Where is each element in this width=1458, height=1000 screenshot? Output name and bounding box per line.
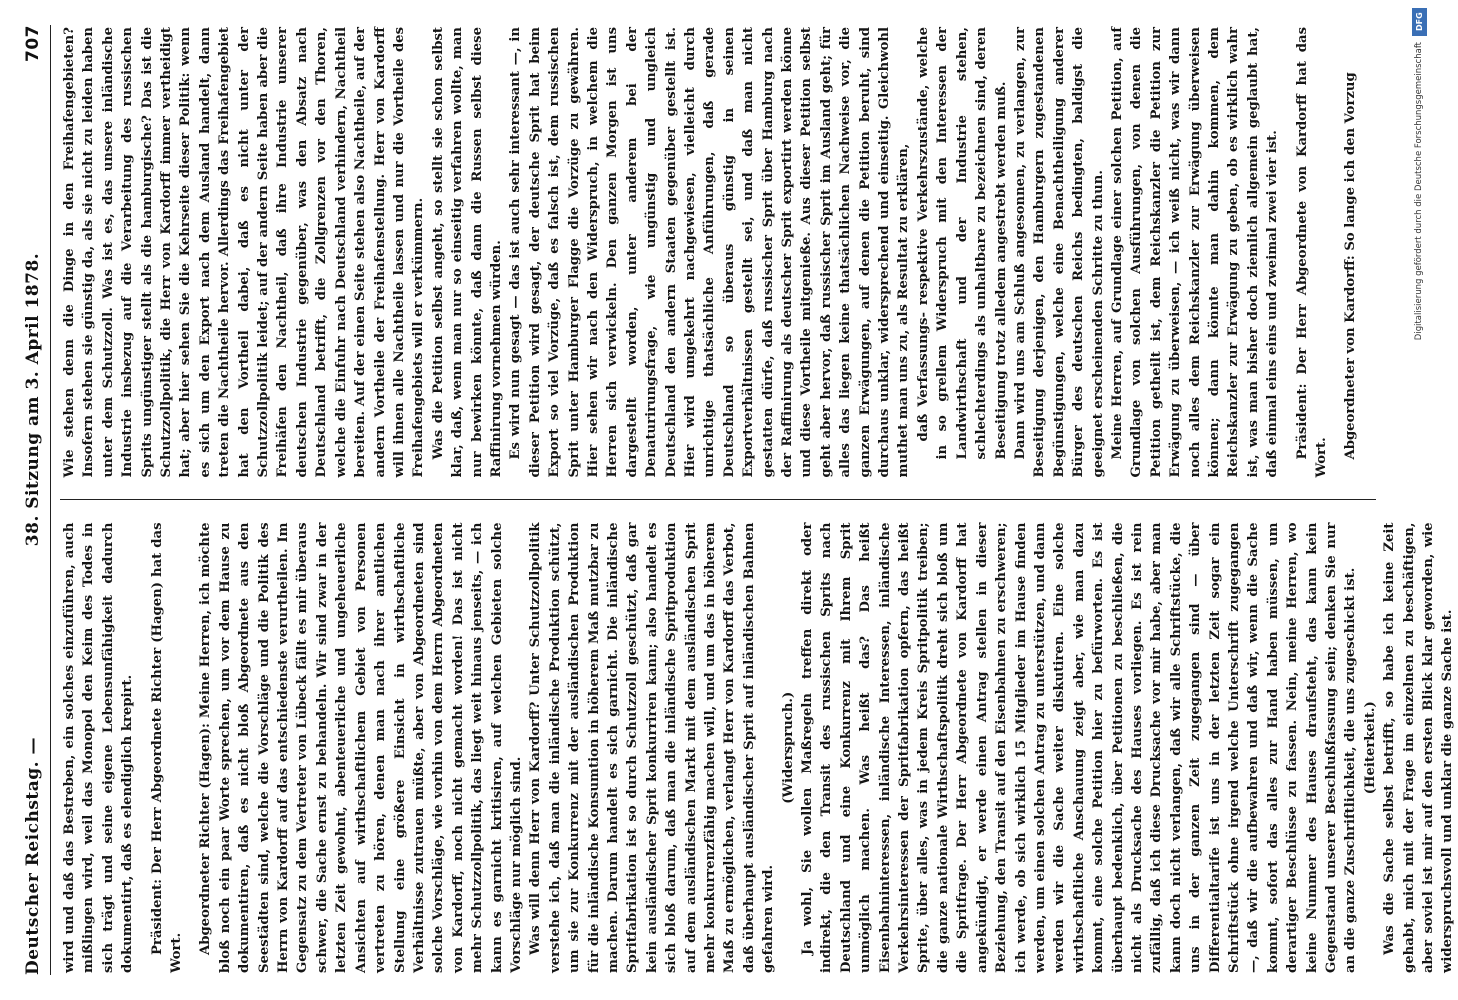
paragraph: wird und daß das Bestreben, ein solches einzuführen, auch mißlingen wird, weil das Monopol den Keim des Todes in sich trägt und seine eigene Lebensunfähigkeit dadurch dokumentirt, daß es elendiglich krepirt. xyxy=(62,522,136,973)
funding-note: Digitalisierung gefördert durch die Deutsche Forschungsgemeinschaft xyxy=(1414,42,1424,341)
speaker-paragraph: Abgeordneter Richter (Hagen): Meine Herren, ich möchte bloß noch ein paar Worte sprechen, um vor dem Hause zu dokumentiren, daß es nicht bloß Abgeordnete aus den Seestädten sind, welche die Vorschläge und die Politik des Herrn von Kardorff auf das entschiedenste verurtheilen. Im Gegensatz zu dem Vertreter von Lübeck fällt es mir überaus schwer, die Sache ernst zu behandeln. Wir sind zwar in der letzten Zeit gewohnt, abenteuerliche und ungeheuerliche Ansichten auf wirthschaftlichem Gebiet von Personen vertreten zu hören, denen man nach ihrer amtlichen Stellung eine größere Einsicht in wirthschaftliche Verhältnisse zutrauen müßte, aber von Abgeordneten sind solche Vorschläge, wie vorhin von dem Herrn Abgeordneten von Kardorff, noch nicht gemacht worden! Das ist nicht mehr Schutzzollpolitik, das liegt weit hinaus jenseits, — ich kann es garnicht kritisiren, auf welchen Gebieten solche Vorschläge nur möglich sind. xyxy=(198,522,524,973)
paragraph: Meine Herren, auf Grundlage einer solchen Petition, auf Grundlage von solchen Ausführungen, von denen die Petition getheilt ist, dem Reichskanzler die Petition zur Erwägung zu überweisen, — ich weiß nicht, was wir dann noch alles dem Reichskanzler zur Erwägung überweisen können; dann könnte man dahin kommen, dem Reichskanzler zur Erwägung zu geben, ob es wirklich wahr ist, was man bisher doch ziemlich allgemein geglaubt hat, daß einmal eins eins und zweimal zwei vier ist. xyxy=(1109,27,1281,478)
paragraph: Dann wird uns am Schluß angesonnen, zu verlangen, zur Beseitigung derjenigen, den Hamburgern zugestandenen Begünstigungen, welche eine Benachtheiligung anderer Bürger des deutschen Reichs bedingten, baldigst die geeignet erscheinenden Schritte zu thun. xyxy=(1012,27,1106,478)
journal-title: Deutscher Reichstag. — xyxy=(23,736,43,975)
interjection: (Heiterkeit.) xyxy=(1362,701,1378,795)
paragraph: Was die Petition selbst angeht, so stellt sie schon selbst klar, daß, wenn man nur so einseitig verfahren wollte, man nur bewirken könnte, daß dann die Russen selbst diese Raffinirung vornehmen würden. xyxy=(430,27,504,478)
interjection: (Widerspruch.) xyxy=(780,691,796,804)
quoted-resolution: daß Verfassungs- respektive Verkehrszustände, welche in so grellem Widerspruch mit den Interessen der Landwirthschaft und der Industrie stehen, schlechterdings als unhaltbare zu bezeichnen sind, deren Beseitigung trotz alledem angestrebt werden muß. xyxy=(915,27,1009,460)
column-left xyxy=(60,501,1456,996)
dfg-logo-icon: DFG xyxy=(1412,8,1427,36)
session-date: 38. Sitzung am 3. April 1878. xyxy=(23,252,43,547)
paragraph: Was will denn Herr von Kardorff? Unter Schutzzollpolitik verstehe ich, daß man die inländische Produktion schützt, um sie zur Konkurrenz mit der ausländischen Produktion für die inländische Konsumtion in höherem Maß mutzbar zu machen. Darum handelt es sich garnicht. Die inländische Spritfabrikation ist so durch Schutzzoll geschützt, daß gar kein ausländischer Sprit konkurriren kann; also handelt es sich bloß darum, daß man die inländische Spritproduktion auf dem ausländischen Markt mit dem ausländischen Sprit mehr konkurrenzfähig machen will, und um das in höherem Maß zu ermöglichen, verlangt Herr von Kardorff das Verbot, daß überhaupt ausländischer Sprit auf inländischen Bahnen gefahren wird. xyxy=(528,522,777,973)
speaker-paragraph: Abgeordneter von Kardorff: So lange ich den Vorzug xyxy=(1343,72,1359,460)
column-right xyxy=(60,5,1376,501)
paragraph: Ja wohl, Sie wollen Maßregeln treffen direkt oder indirekt, die den Transit des russischen Sprits nach Deutschland und eine Konkurrenz mit Ihrem Sprit unmöglich machen. Was heißt das? Das heißt Eisenbahninteressen, inländische Interessen, inländische Verkehrsinteressen der Spritfabrikation opfern, das heißt Sprite, über alles, was in jedem Kreis Spritpolitik treiben; die ganze nationale Wirthschaftspolitik dreht sich bloß um die Spritfrage. Der Herr Abgeordnete von Kardorff hat angekündigt, er werde einen Antrag stellen in dieser Beziehung, den Transit auf den Eisenbahnen zu erschweren; ich werde, ob sich wirklich 15 Mitglieder im Hause finden werden, um einen solchen Antrag zu unterstützen, und dann werden wir die Sache weiter diskutiren. Eine solche wirthschaftliche Anschauung zeigt aber, wie man dazu kommt, eine solche Petition hier zu befürworten. Es ist überhaupt bedenklich, über Petitionen zu beschließen, die nicht als Drucksache des Hauses vorliegen. Es ist rein zufällig, daß ich diese Drucksache vor mir habe, aber man kann doch nicht verlangen, daß wir alle Schriftstücke, die uns in der ganzen Zeit zugegangen sind — über Differentialtarife ist uns in der letzten Zeit sogar ein Schriftstück ohne irgend welche Unterschrift zugegangen —, daß wir die aufbewahren und daß wir, wenn die Sache kommt, sofort das alles zur Hand haben müssen, um derartiger Beschlüsse zu fassen. Nein, meine Herren, wo keine Nummer des Hauses draufsteht, das kann kein Gegenstand unserer Beschlußfassung sein; denken Sie nur an die ganze Zuschriftlichkeit, die uns zugeschickt ist. xyxy=(800,522,1359,973)
paragraph: Es wird nun gesagt — das ist auch sehr interessant —, in dieser Petition wird gesagt, der deutsche Sprit hat beim Export so viel Vorzüge, daß es falsch ist, dem russischen Sprit unter Hamburger Flagge die Vorzüge zu gewähren. Hier sehen wir nach den Widerspruch, in welchem die Herren sich verwickeln. Den ganzen Morgen ist uns dargestellt worden, unter anderem bei der Denaturirungsfrage, wie ungünstig und ungleich Deutschland den andern Staaten gegenüber gestellt ist. Hier wird umgekehrt nachgewiesen, vielleicht durch unrichtige thatsächliche Anführungen, daß gerade Deutschland so überaus günstig in seinen Exportverhältnissen gestellt sei, und daß man nicht gestatten dürfe, daß russischer Sprit über Hamburg nach der Raffinirung als deutscher Sprit exportirt werden könne und diese Vortheile mitgenieße. Aus dieser Petition selbst geht aber hervor, daß russischer Sprit im Ausland geht; für alles das liegen keine thatsächlichen Nachweise vor, die ganzen Erwägungen, auf denen die Petition beruht, sind durchaus unklar, widersprechend und einseitig. Gleichwohl muthet man uns zu, als Resultat zu erklären, xyxy=(508,27,912,478)
speaker-paragraph: Präsident: Der Herr Abgeordnete Richter (Hagen) hat das Wort. xyxy=(149,522,185,973)
paragraph: Was die Sache selbst betrifft, so habe ich keine Zeit gehabt, mich mit der Frage im einzelnen zu beschäftigen, aber soviel ist mir auf den ersten Blick klar geworden, wie widerspruchsvoll und unklar die ganze Sache ist. xyxy=(1382,522,1456,973)
speaker-paragraph: Präsident: Der Herr Abgeordnete von Kardorff hat das Wort. xyxy=(1294,27,1329,478)
paragraph: Wie stehen denn die Dinge in den Freihafengebieten? Insofern stehen sie günstig da, als sie nicht zu leiden haben unter dem Schutzzoll. Was ist es, das unsere inländische Industrie insbezug auf die Verarbeitung des russischen Sprits ungünstiger stellt als die hamburgische? Das ist die Schutzzollpolitik, die Herr von Kardorff immer vertheidigt hat; aber hier sehen Sie die Kehrseite dieser Politik: wenn es sich um den Export nach dem Ausland handelt, dann treten die Nachtheile hervor. Allerdings das Freihafengebiet hat den Vortheil dabei, daß es nicht unter der Schutzzollpolitik leidet; auf der andern Seite haben aber die Freihäfen den Nachtheil, daß ihre Industrie unserer deutschen Industrie gegenüber, was den Absatz nach Deutschland betrifft, die Zollgrenzen vor den Thoren, welche die Einfuhr nach Deutschland verhindern, Nachtheil bereiten. Auf der einen Seite stehen also Nachtheile, auf der andern Vortheile der Freihafenstellung. Herr von Kardorff will ihnen alle Nachtheile lassen und nur die Vortheile des Freihafengebiets will er verkümmern. xyxy=(62,27,427,478)
page-number: 707 xyxy=(23,25,43,63)
running-head xyxy=(16,25,51,975)
digitization-stamp xyxy=(1410,8,1428,998)
